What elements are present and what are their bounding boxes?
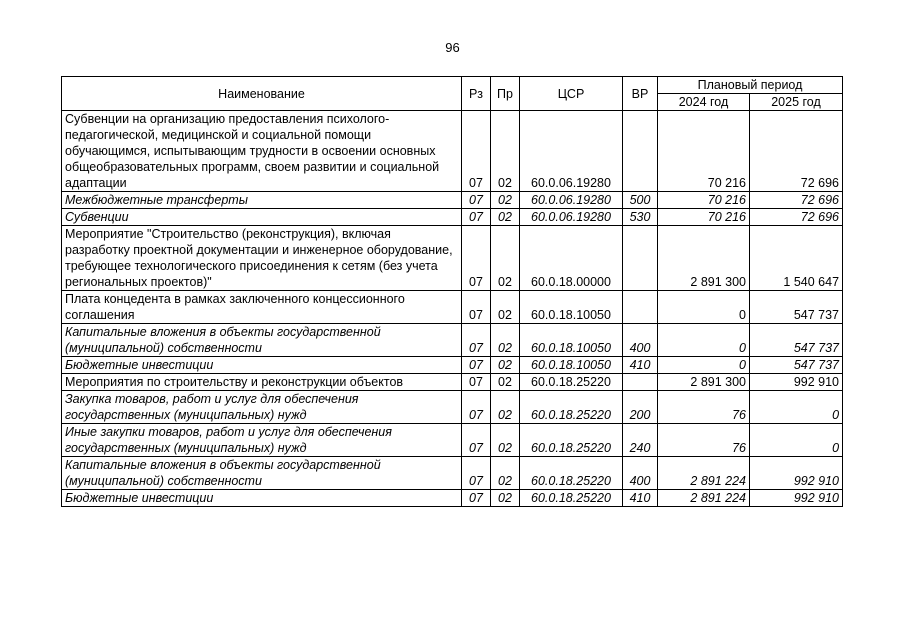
row-rz: 07 xyxy=(462,424,491,457)
row-value-2024: 76 xyxy=(658,391,750,424)
row-value-2025: 547 737 xyxy=(750,357,843,374)
table-row xyxy=(62,291,843,324)
row-value-2024: 70 216 xyxy=(658,192,750,209)
row-name: Закупка товаров, работ и услуг для обеспечения государственных (муниципальных) нужд xyxy=(62,391,462,424)
header-vr: ВР xyxy=(623,77,658,111)
table-row xyxy=(62,374,843,391)
budget-table xyxy=(61,76,843,507)
row-value-2024: 70 216 xyxy=(658,209,750,226)
table-body xyxy=(62,111,843,507)
row-rz: 07 xyxy=(462,391,491,424)
row-value-2024: 2 891 224 xyxy=(658,490,750,507)
table-row xyxy=(62,357,843,374)
row-csr: 60.0.06.19280 xyxy=(520,209,623,226)
row-rz: 07 xyxy=(462,324,491,357)
header-year-2024: 2024 год xyxy=(658,94,750,111)
row-name: Капитальные вложения в объекты государственной (муниципальной) собственности xyxy=(62,457,462,490)
row-value-2025: 547 737 xyxy=(750,324,843,357)
row-rz: 07 xyxy=(462,374,491,391)
row-pr: 02 xyxy=(491,424,520,457)
row-value-2025: 72 696 xyxy=(750,111,843,192)
row-csr: 60.0.18.25220 xyxy=(520,374,623,391)
row-value-2024: 2 891 300 xyxy=(658,374,750,391)
row-name: Иные закупки товаров, работ и услуг для обеспечения государственных (муниципальных) нужд xyxy=(62,424,462,457)
table-row xyxy=(62,424,843,457)
row-value-2024: 0 xyxy=(658,324,750,357)
row-csr: 60.0.18.10050 xyxy=(520,291,623,324)
header-name: Наименование xyxy=(62,77,462,111)
row-csr: 60.0.06.19280 xyxy=(520,111,623,192)
row-vr: 530 xyxy=(623,209,658,226)
row-pr: 02 xyxy=(491,209,520,226)
row-pr: 02 xyxy=(491,111,520,192)
row-csr: 60.0.18.25220 xyxy=(520,424,623,457)
row-value-2024: 0 xyxy=(658,357,750,374)
header-rz: Рз xyxy=(462,77,491,111)
row-name: Субвенции на организацию предоставления психолого-педагогической, медицинской и социальной помощи обучающимся, испытывающим трудности в освоении основных общеобразовательных программ, своем развитии и социальной адаптации xyxy=(62,111,462,192)
row-value-2025: 547 737 xyxy=(750,291,843,324)
row-name: Мероприятия по строительству и реконструкции объектов xyxy=(62,374,462,391)
row-csr: 60.0.18.10050 xyxy=(520,324,623,357)
row-name: Мероприятие "Строительство (реконструкция), включая разработку проектной документации и инженерное оборудование, требующее технологического присоединения к сетям (без учета региональных проектов)" xyxy=(62,226,462,291)
row-name: Бюджетные инвестиции xyxy=(62,357,462,374)
row-vr: 200 xyxy=(623,391,658,424)
row-value-2024: 70 216 xyxy=(658,111,750,192)
row-rz: 07 xyxy=(462,357,491,374)
table-row xyxy=(62,111,843,192)
row-pr: 02 xyxy=(491,490,520,507)
row-value-2025: 1 540 647 xyxy=(750,226,843,291)
row-value-2025: 0 xyxy=(750,391,843,424)
header-year-2025: 2025 год xyxy=(750,94,843,111)
row-csr: 60.0.18.00000 xyxy=(520,226,623,291)
row-rz: 07 xyxy=(462,209,491,226)
row-csr: 60.0.18.25220 xyxy=(520,490,623,507)
row-rz: 07 xyxy=(462,226,491,291)
row-vr xyxy=(623,226,658,291)
row-vr: 410 xyxy=(623,357,658,374)
row-pr: 02 xyxy=(491,324,520,357)
header-csr: ЦСР xyxy=(520,77,623,111)
row-vr: 410 xyxy=(623,490,658,507)
table-row xyxy=(62,324,843,357)
row-pr: 02 xyxy=(491,374,520,391)
row-rz: 07 xyxy=(462,111,491,192)
row-name: Межбюджетные трансферты xyxy=(62,192,462,209)
table-row xyxy=(62,457,843,490)
row-value-2025: 72 696 xyxy=(750,192,843,209)
row-vr xyxy=(623,291,658,324)
row-pr: 02 xyxy=(491,391,520,424)
row-vr: 500 xyxy=(623,192,658,209)
row-vr: 400 xyxy=(623,457,658,490)
row-value-2025: 992 910 xyxy=(750,490,843,507)
table-row xyxy=(62,490,843,507)
table-row xyxy=(62,391,843,424)
row-value-2025: 992 910 xyxy=(750,457,843,490)
row-value-2025: 992 910 xyxy=(750,374,843,391)
row-vr: 240 xyxy=(623,424,658,457)
row-rz: 07 xyxy=(462,490,491,507)
row-name: Субвенции xyxy=(62,209,462,226)
row-rz: 07 xyxy=(462,192,491,209)
row-pr: 02 xyxy=(491,357,520,374)
row-value-2024: 2 891 300 xyxy=(658,226,750,291)
table-row xyxy=(62,226,843,291)
row-value-2025: 0 xyxy=(750,424,843,457)
page-number: 96 xyxy=(445,40,460,55)
table-row xyxy=(62,209,843,226)
table-header xyxy=(62,77,843,111)
row-rz: 07 xyxy=(462,457,491,490)
row-name: Плата концедента в рамках заключенного концессионного соглашения xyxy=(62,291,462,324)
header-pr: Пр xyxy=(491,77,520,111)
row-csr: 60.0.18.25220 xyxy=(520,391,623,424)
row-vr xyxy=(623,111,658,192)
row-vr: 400 xyxy=(623,324,658,357)
row-pr: 02 xyxy=(491,457,520,490)
row-vr xyxy=(623,374,658,391)
row-value-2025: 72 696 xyxy=(750,209,843,226)
row-pr: 02 xyxy=(491,226,520,291)
row-name: Капитальные вложения в объекты государственной (муниципальной) собственности xyxy=(62,324,462,357)
row-rz: 07 xyxy=(462,291,491,324)
row-csr: 60.0.18.25220 xyxy=(520,457,623,490)
header-planning-period: Плановый период xyxy=(658,77,843,94)
table-row xyxy=(62,192,843,209)
row-value-2024: 76 xyxy=(658,424,750,457)
row-value-2024: 0 xyxy=(658,291,750,324)
row-name: Бюджетные инвестиции xyxy=(62,490,462,507)
row-pr: 02 xyxy=(491,192,520,209)
row-csr: 60.0.06.19280 xyxy=(520,192,623,209)
row-pr: 02 xyxy=(491,291,520,324)
row-csr: 60.0.18.10050 xyxy=(520,357,623,374)
row-value-2024: 2 891 224 xyxy=(658,457,750,490)
